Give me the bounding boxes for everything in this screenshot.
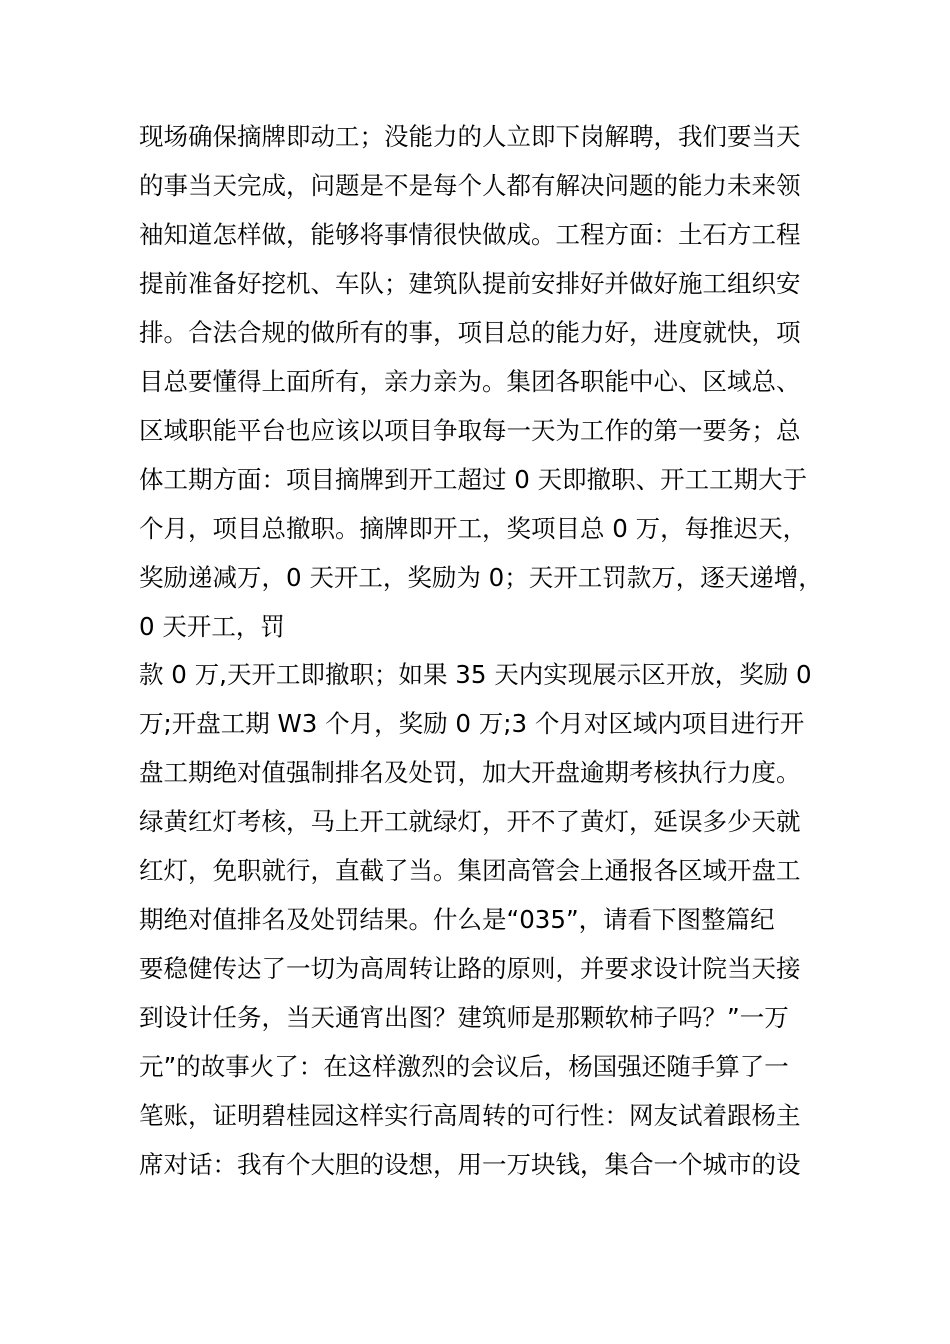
text-line: 盘工期绝对值强制排名及处罚，加大开盘逾期考核执行力度。: [139, 758, 801, 787]
paragraph-2: [139, 650, 839, 1189]
text-line: 奖励递减万，0 天开工，奖励为 0；天开工罚款万，逐天递增，: [139, 563, 823, 592]
text-line: 提前准备好挖机、车队；建筑队提前安排好并做好施工组织安: [139, 269, 801, 298]
text-line: 区域职能平台也应该以项目争取每一天为工作的第一要务；总: [139, 416, 801, 445]
text-line: 万;开盘工期 W3 个月，奖励 0 万;3 个月对区域内项目进行开: [139, 709, 805, 738]
text-line: 笔账，证明碧桂园这样实行高周转的可行性：网友试着跟杨主: [139, 1101, 801, 1130]
text-line: 红灯，免职就行，直截了当。集团高管会上通报各区域开盘工: [139, 856, 801, 885]
text-line: 现场确保摘牌即动工；没能力的人立即下岗解聘，我们要当天: [139, 122, 801, 151]
text-line: 元”的故事火了：在这样激烈的会议后，杨国强还随手算了一: [139, 1052, 789, 1081]
text-line: 袖知道怎样做，能够将事情很快做成。工程方面：土石方工程: [139, 220, 801, 249]
text-line: 款 0 万,天开工即撤职；如果 35 天内实现展示区开放，奖励 0: [139, 660, 812, 689]
text-line: 0 天开工，罚: [139, 612, 285, 641]
text-line: 到设计任务，当天通宵出图？建筑师是那颗软柿子吗？”一万: [139, 1003, 789, 1032]
text-line: 个月，项目总撤职。摘牌即开工，奖项目总 0 万，每推迟天，: [139, 514, 808, 543]
text-line: 期绝对值排名及处罚结果。什么是“035”，请看下图整篇纪: [139, 905, 775, 934]
text-line: 绿黄红灯考核，马上开工就绿灯，开不了黄灯，延误多少天就: [139, 807, 801, 836]
text-line: 席对话：我有个大胆的设想，用一万块钱，集合一个城市的设: [139, 1150, 801, 1179]
text-line: 体工期方面：项目摘牌到开工超过 0 天即撤职、开工工期大于: [139, 465, 808, 494]
text-line: 的事当天完成，问题是不是每个人都有解决问题的能力未来领: [139, 171, 801, 200]
text-line: 目总要懂得上面所有，亲力亲为。集团各职能中心、区域总、: [139, 367, 801, 396]
text-line: 要稳健传达了一切为高周转让路的原则，并要求设计院当天接: [139, 954, 801, 983]
paragraph-1: [139, 112, 839, 651]
text-line: 排。合法合规的做所有的事，项目总的能力好，进度就快，项: [139, 318, 801, 347]
